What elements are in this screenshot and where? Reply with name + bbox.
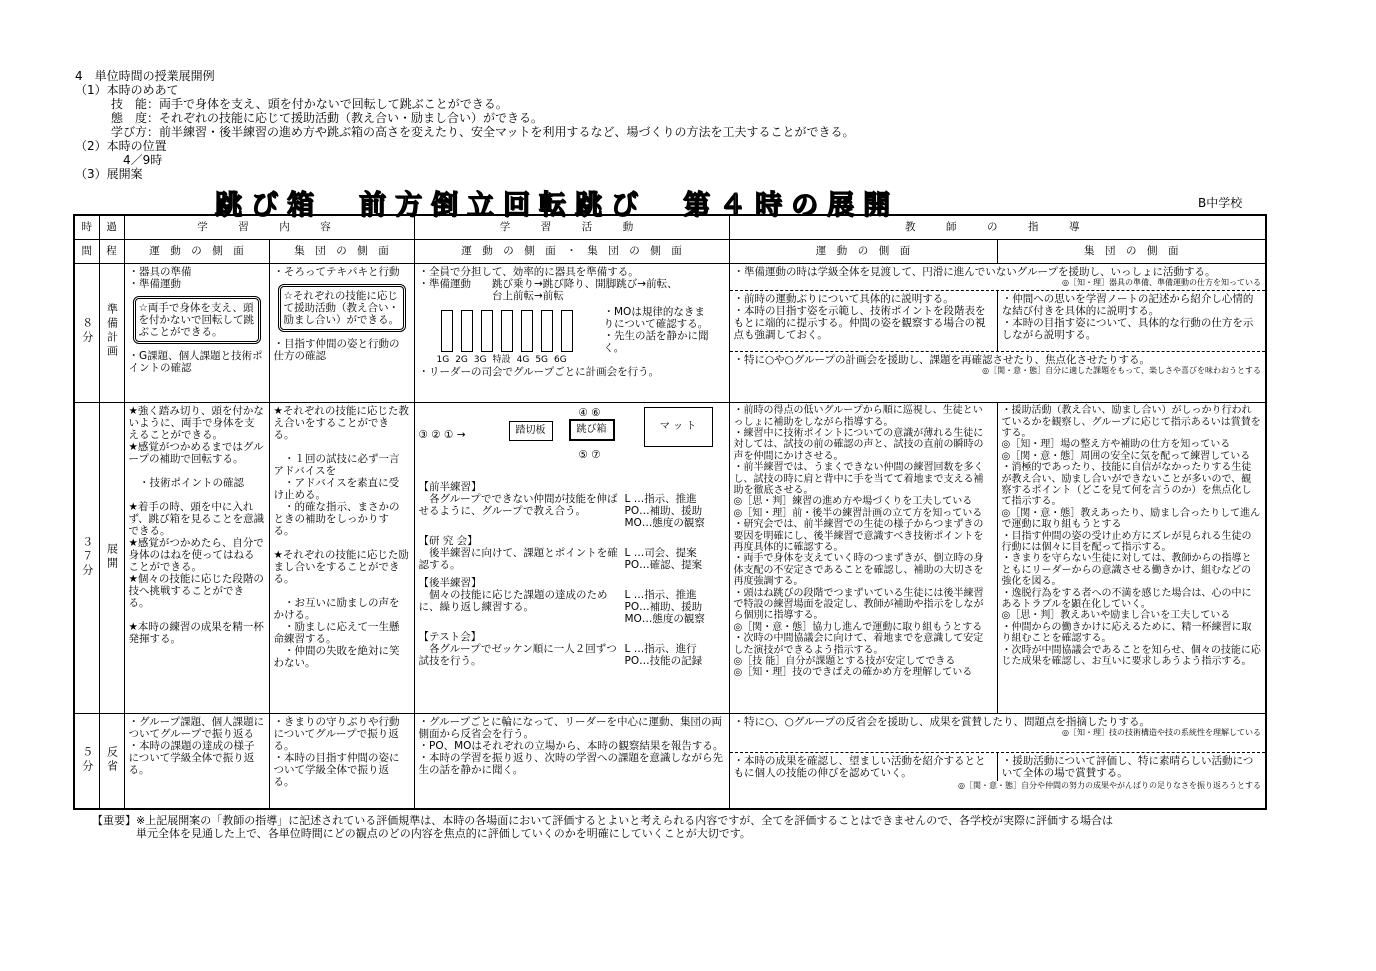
row1-content-undo-bottom: ・G課題、個人課題と技術ポイントの確認 bbox=[128, 349, 263, 374]
box-bar bbox=[541, 310, 553, 352]
lesson-plan-table bbox=[73, 214, 1267, 810]
table-row-develop bbox=[74, 403, 1266, 714]
box-bars bbox=[441, 310, 604, 352]
row2-teacher-undo: ・前時の得点の低いグループから順に巡視し、生徒といっしょに補助をしながら指導する。 ・練習中に技術ポイントについての意識が薄れる生徒に対しては、試技の前の確認の声と、試技の直前の瞬時の声を仲間にかけさせる。 ・前半練習では、うまくできない仲間の練習回数を多くし、試技の時に肩と背中に手を当てて着地まで支える補助を徹底させる。 ◎［思・判］練習の進め方や場づくりを工夫している ◎［知・理］前・後半の練習計画の立て方を知っている ・研究会では、前半練習での生徒の様子からつまずきの要因を明確にし、後半練習で意識すべき技術ポイントを再度具体的に確認する。 ・両手で身体を支えていく時のつまずきが、倒立時の身体支配の不安定さであることを確認し、補助の大切さを再度強調する。 ・頭はね跳びの段階でつまずいている生徒には後半練習で特設の練習場面を設定し、教師が補助や指示をしながら個別に指導する。 ◎［関・意・態］協力し進んで運動に取り組もうとする ・次時の中間協議会に向けて、着地までを意識して安定した演技ができるよう指示する。 ◎［技 能］自分が課題とする技が安定してできる ◎［知・理］技のできばえの確かめ方を理解している bbox=[729, 403, 997, 714]
order-left: ③ ② ① → bbox=[418, 429, 466, 442]
plan-heading: （3）展開案 bbox=[75, 167, 143, 181]
row1-teacher-1: ・準備運動の時は学級全体を見渡して、円滑に進んでいないグループを援助し、いっしょに活動する。 bbox=[733, 265, 1216, 278]
sub-shudan-content: 集 団 の 側 面 bbox=[269, 239, 414, 263]
practice2-heading: 【後半練習】 bbox=[418, 577, 482, 590]
row1-teacher-2: ・前時の運動ぶりについて具体的に説明する。 ・本時の目指す姿を示範し、技術ポイントを段階表をもとに端的に提示する。仲間の姿を観察する場合の視点も強調しておく。 bbox=[730, 291, 998, 351]
row2-content-shudan: ★それぞれの技能に応じた教え合いをすることができる。 ・１回の試技に必ず一言アドバイスを ・アドバイスを素直に受け止める。 ・的確な指示、まさかのときの補助をしっかりする。 ★それぞれの技能に応じた励まし合いをすることができる。 ・お互いに励ましの声をかける。 ・励ましに応えて一生懸命練習する。 ・仲間の失敗を絶対に笑わない。 bbox=[269, 403, 414, 714]
header-time-2: 間 bbox=[74, 239, 99, 263]
row1-teacher-4-eval: ◎［関・意・態］自分に適した課題をもって、楽しさや喜びを味わおうとする bbox=[982, 365, 1261, 375]
table-row-prep bbox=[74, 263, 1266, 402]
row1-content-shudan-bottom: ・目指す仲間の姿と行動の仕方の確認 bbox=[273, 337, 400, 362]
aim-method: 学び方：前半練習・後半練習の進め方や跳ぶ箱の高さを変えたり、安全マットを利用するなど、場づくりの方法を工夫することができる。 bbox=[75, 125, 855, 139]
box-bar bbox=[561, 310, 573, 352]
row3-content-shudan: ・きまりの守りぶりや行動についてグループで振り返る。 ・本時の目指す仲間の姿について学級全体で振り返る。 bbox=[269, 714, 414, 809]
row3-teacher-3-eval: ◎［関・意・態］自分や仲間の努力の成果やがんばりの足りなさを振り返ろうとする bbox=[958, 781, 1261, 791]
bar-label: 1G bbox=[436, 354, 450, 365]
row1-content-undo: ・器具の準備 ・準備運動 bbox=[128, 265, 192, 290]
practice1-heading: 【前半練習】 bbox=[418, 481, 482, 494]
sub-undo-content: 運 動 の 側 面 bbox=[124, 239, 269, 263]
row1-activity-right: ・MOは規律的なきまりについて確認する。 ・先生の話を静かに聞く。 bbox=[603, 305, 709, 354]
aim-skill: 技 能：両手で身体を支え、頭を付かないで回転して跳ぶことができる。 bbox=[75, 97, 508, 111]
station-diagram bbox=[419, 405, 725, 475]
test-text: 各グループでゼッケン順に一人２回ずつ試技を行う。 bbox=[418, 643, 617, 668]
row2-process: 展開 bbox=[105, 542, 119, 571]
row1-teacher-4: ・特に○や○グループの計画会を援助し、課題を再確認させたり、焦点化させたりする。 bbox=[733, 353, 1150, 366]
lesson-header bbox=[75, 69, 855, 181]
row3-process: 反省 bbox=[105, 745, 119, 774]
important-note: 【重要】※上記展開案の「教師の指導」に記述されている評価規準は、本時の各場面において評価するとよいと考えられる内容ですが、全てを評価することはできませんので、各学校が実際に評価する場合は 単元全体を見通した上で、各単位時間にどの観点のどの内容を焦点的に評価していくのかを明確にしていくことが大切です。 bbox=[92, 814, 1113, 840]
row3-teacher-2: ・本時の成果を確認し、望ましい活動を紹介するとともに個人の技能の伸びを認めていく。 bbox=[730, 753, 998, 781]
row1-activity: ・全員で分担して、効率的に器具を準備する。 ・準備運動 跳び乗り→跳び降り、開脚跳び→前転、 台上前転→前転 bbox=[418, 265, 678, 302]
box-bar bbox=[501, 310, 513, 352]
header-activity: 学 習 活 動 bbox=[414, 215, 729, 239]
row3-time: ５分 bbox=[80, 745, 94, 774]
row3-content-undo: ・グループ課題、個人課題についてグループで振り返る ・本時の課題の達成の様子について学級全体で振り返る。 bbox=[124, 714, 269, 809]
mat: マ ッ ト bbox=[644, 407, 713, 447]
row1-teacher-3: ・仲間への思いを学習ノートの記述から紹介し心情的な結び付きを具体的に説明する。 ・本時の目指す姿について、具体的な行動の仕方を示しながら説明する。 bbox=[1001, 292, 1254, 341]
table-row-reflect bbox=[74, 714, 1266, 809]
row3-teacher-3: ・援助活動について評価し、特に素晴らしい活動について全体の場で賞賛する。 bbox=[1001, 755, 1254, 780]
box-bar bbox=[481, 310, 493, 352]
row2-time: ３７分 bbox=[80, 535, 94, 578]
sub-both-activity: 運 動 の 側 面 ・ 集 団 の 側 面 bbox=[414, 239, 729, 263]
aim-attitude: 態 度：それぞれの技能に応じて援助活動（教え合い・励まし合い）ができる。 bbox=[75, 111, 544, 125]
sub-shudan-teacher: 集 団 の 側 面 bbox=[997, 239, 1266, 263]
practice1-roles: L …指示、推進 PO…補助、援助 MO…態度の観察 bbox=[624, 493, 705, 530]
row1-teacher-1-eval: ◎［知・理］器具の準備、準備運動の仕方を知っている bbox=[1062, 277, 1261, 287]
row2-content-undo: ★強く踏み切り、頭を付かないように、両手で身体を支えることができる。 ★感覚がつかめるまではグループの補助で回転する。 ・技術ポイントの確認 ★着手の時、頭を中に入れず、跳び箱を見ることを意識できる。 ★感覚がつかめたら、自分で身体のはねを使ってはねることができる。 ★個々の技能に応じた段階の技へ挑戦することができる。 ★本時の練習の成果を精一杯発揮する。 bbox=[124, 403, 269, 714]
box-bar bbox=[461, 310, 473, 352]
practice2-roles: L …指示、推進 PO…補助、援助 MO…態度の観察 bbox=[624, 589, 705, 626]
aim-heading: （1）本時のめあて bbox=[75, 83, 179, 97]
box-bar bbox=[521, 310, 533, 352]
row3-teacher-1-eval: ◎［知・理］技の技術構造や技の系統性を理解している bbox=[1062, 728, 1261, 738]
vaulting-box: 跳び箱 bbox=[569, 419, 615, 441]
sub-undo-teacher: 運 動 の 側 面 bbox=[729, 239, 997, 263]
position-heading: （2）本時の位置 bbox=[75, 139, 167, 153]
header-process-2: 程 bbox=[99, 239, 124, 263]
fumikiri-board: 踏切板 bbox=[509, 421, 553, 441]
header-time: 時 bbox=[74, 215, 99, 239]
row1-time: ８分 bbox=[80, 317, 94, 346]
study-text: 後半練習に向けて、課題とポイントを確認する。 bbox=[418, 547, 618, 572]
practice1-text: 各グループでできない仲間が技能を伸ばせるように、グループで教え合う。 bbox=[418, 493, 618, 518]
row2-teacher-shudan: ・援助活動（教え合い、励まし合い）がしっかり行われているかを観察し、グループに応じて指示あるいは賞賛をする。 ◎［知・理］場の整え方や補助の仕方を知っている ◎［関・意・態］周囲の安全に気を配って練習している ・消極的であったり、技能に自信がなかったりする生徒が教え合い、励まし合いができないことが多いので、観察するポイント（どこを見て何を言うのか）を焦点化して指示する。 ◎［関・意・態］教えあったり、励まし合ったりして進んで運動に取り組もうとする ・目指す仲間の姿の受け止め方にズレが見られる生徒の行動には個々に目を配って指示する。 ・きまりを守らない生徒に対しては、教師からの指導とともにリーダーからの意識させる働きかけ、組むなどの強化を図る。 ・逸脱行為をする者への不満を感じた場合は、心の中にあるトラブルを顕在化していく。 ◎［思・判］教えあいや励まし合いを工夫している ・仲間からの働きかけに応えるために、精一杯練習に取り組むことを確認する。 ・次時が中間協議会であることを知らせ、個々の技能に応じた成果を確認し、お互いに要求しあうよう指示する。 bbox=[997, 403, 1266, 714]
bar-label: 3G bbox=[473, 354, 487, 365]
bar-label: 特設 bbox=[492, 354, 511, 365]
box-bar-labels bbox=[437, 354, 604, 366]
bar-label: 2G bbox=[455, 354, 468, 365]
header-process: 過 bbox=[99, 215, 124, 239]
row1-content-shudan-goal: ☆それぞれの技能に応じて援助活動（教え合い・励まし合い）ができる。 bbox=[278, 284, 406, 332]
study-heading: 【研 究 会】 bbox=[418, 535, 478, 548]
test-roles: L …指示、進行 PO…技能の記録 bbox=[624, 643, 703, 668]
row1-content-undo-goal: ☆両手で身体を支え、頭を付かないで回転して跳ぶことができる。 bbox=[133, 296, 261, 344]
row3-teacher-1: ・特に○、○グループの反省会を援助し、成果を賞賛したり、問題点を指摘したりする。 bbox=[733, 716, 1150, 729]
order-top: ④ ⑥ bbox=[578, 407, 601, 420]
row1-activity-bottom: ・リーダーの司会でグループごとに計画会を行う。 bbox=[418, 365, 660, 378]
bar-label: 5G bbox=[535, 354, 549, 365]
school-name: B中学校 bbox=[1198, 196, 1243, 210]
page-title: 跳び箱 前方倒立回転跳び 第４時の展開 bbox=[215, 190, 899, 221]
header-teacher: 教 師 の 指 導 bbox=[729, 215, 1266, 239]
study-roles: L …司会、提案 PO…確認、提案 bbox=[624, 547, 703, 572]
practice2-text: 個々の技能に応じた課題の達成のために、繰り返し練習する。 bbox=[418, 589, 608, 614]
header-content: 学 習 内 容 bbox=[124, 215, 414, 239]
test-heading: 【テスト会】 bbox=[418, 631, 482, 644]
row1-process: 準備計画 bbox=[105, 303, 119, 360]
section-heading: 4 単位時間の授業展開例 bbox=[75, 69, 215, 83]
position-value: 4／9時 bbox=[75, 153, 163, 167]
box-bar bbox=[441, 310, 453, 352]
bar-label: 4G bbox=[516, 354, 530, 365]
order-bottom: ⑤ ⑦ bbox=[578, 449, 601, 462]
row3-activity: ・グループごとに輪になって、リーダーを中心に運動、集団の両側面から反省会を行う。 ・PO、MOはそれぞれの立場から、本時の観察結果を報告する。 ・本時の学習を振り返り、次時の学習への課題を意識しながら先生の話を静かに聞く。 bbox=[414, 714, 729, 809]
row1-content-shudan: ・そろってテキパキと行動 bbox=[273, 265, 400, 278]
bar-label: 6G bbox=[554, 354, 567, 365]
